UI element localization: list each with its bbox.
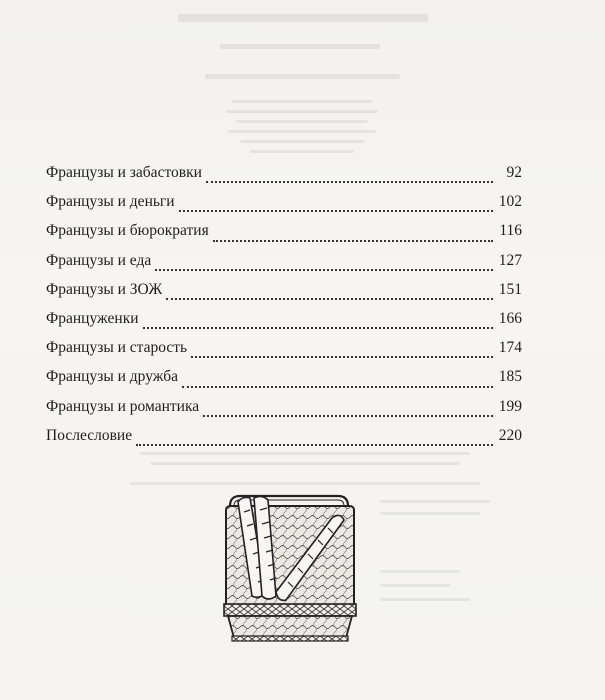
- toc-entry[interactable]: [46, 158, 522, 187]
- bleed-through-mark: [228, 130, 376, 133]
- bleed-through-mark: [150, 462, 460, 465]
- bleed-through-mark: [226, 110, 378, 113]
- toc-entry-title: Французы и забастовки: [46, 164, 202, 181]
- toc-leader-dots: [155, 269, 493, 271]
- toc-entry[interactable]: [46, 187, 522, 216]
- toc-entry-page: 102: [498, 193, 522, 211]
- bleed-through-mark: [205, 74, 400, 79]
- toc-entry[interactable]: [46, 421, 522, 450]
- toc-entry-title: Французы и деньги: [46, 193, 175, 211]
- table-of-contents: [46, 158, 522, 450]
- toc-entry[interactable]: [46, 392, 522, 421]
- toc-entry[interactable]: [46, 333, 522, 362]
- bleed-through-mark: [380, 570, 460, 573]
- bleed-through-mark: [178, 14, 428, 22]
- bleed-through-mark: [130, 482, 480, 485]
- toc-leader-dots: [182, 386, 493, 388]
- toc-entry[interactable]: [46, 362, 522, 391]
- bleed-through-mark: [380, 512, 480, 515]
- toc-leader-dots: [206, 181, 493, 183]
- toc-leader-dots: [179, 210, 493, 212]
- toc-entry-title: Французы и бюрократия: [46, 222, 209, 240]
- toc-entry-title: Француженки: [46, 309, 139, 327]
- toc-entry-page: 166: [498, 309, 522, 327]
- toc-entry-page: 199: [498, 397, 522, 415]
- toc-entry[interactable]: [46, 246, 522, 275]
- bleed-through-mark: [140, 452, 470, 455]
- toc-entry-title: Французы и романтика: [46, 397, 200, 415]
- toc-leader-dots: [166, 298, 493, 300]
- bleed-through-mark: [220, 44, 380, 49]
- toc-entry-page: 151: [498, 280, 522, 298]
- bread-basket-icon: [220, 492, 360, 642]
- toc-leader-dots: [203, 415, 493, 417]
- bleed-through-mark: [380, 584, 450, 587]
- toc-entry-page: 185: [498, 368, 522, 386]
- bleed-through-mark: [380, 500, 490, 503]
- toc-entry-title: Французы и ЗОЖ: [46, 280, 163, 298]
- bleed-through-mark: [250, 150, 354, 153]
- toc-entry-page: 174: [498, 339, 522, 357]
- toc-leader-dots: [143, 327, 493, 329]
- bleed-through-mark: [240, 140, 364, 143]
- toc-entry[interactable]: [46, 275, 522, 304]
- bleed-through-mark: [380, 598, 470, 601]
- bleed-through-mark: [232, 100, 372, 103]
- toc-leader-dots: [191, 356, 493, 358]
- toc-entry-title: Французы и еда: [46, 251, 152, 269]
- toc-entry-title: Французы и дружба: [46, 368, 179, 386]
- toc-entry[interactable]: [46, 216, 522, 245]
- toc-leader-dots: [136, 444, 493, 446]
- toc-entry-page: 116: [499, 222, 522, 240]
- toc-leader-dots: [213, 240, 493, 242]
- toc-entry-page: 92: [506, 164, 522, 181]
- toc-entry-title: Французы и старость: [46, 339, 188, 357]
- toc-entry[interactable]: [46, 304, 522, 333]
- toc-entry-page: 220: [498, 426, 522, 444]
- bleed-through-mark: [236, 120, 368, 123]
- toc-entry-page: 127: [498, 251, 522, 269]
- toc-entry-title: Послесловие: [46, 426, 133, 444]
